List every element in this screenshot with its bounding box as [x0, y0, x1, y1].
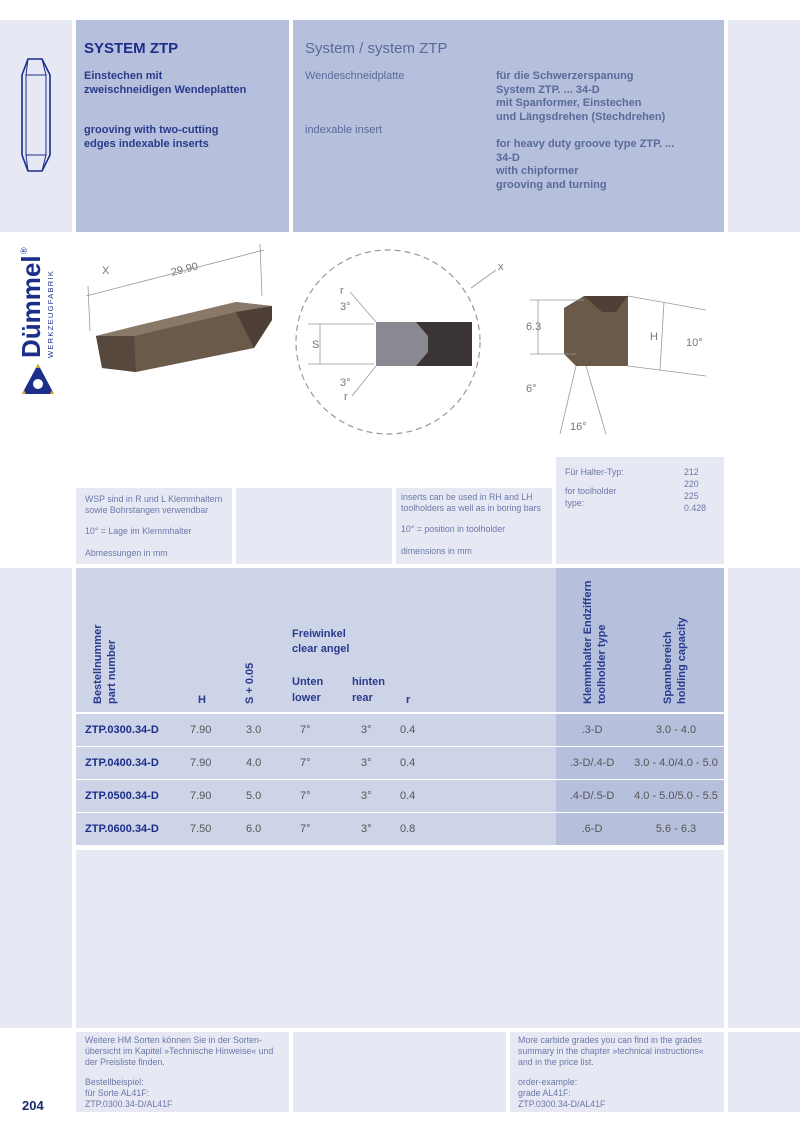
col-clear-en: clear angel: [292, 643, 350, 655]
footer-en-5: order-example:: [518, 1077, 578, 1087]
col-s: S + 0.05: [244, 662, 256, 704]
col-h: H: [198, 694, 206, 706]
table-header-right: [556, 568, 724, 712]
col-capacity-en: holding capacity: [676, 617, 688, 704]
footer-en-panel: [510, 1032, 724, 1112]
note-en-2: toolholders as well as in boring bars: [401, 503, 541, 513]
cell-s: 5.0: [246, 790, 262, 802]
right-side-top: [728, 20, 800, 232]
footer-de-5: Bestellbeispiel:: [85, 1077, 144, 1087]
cell-rear: 3°: [361, 724, 372, 736]
holder-type-panel: [556, 457, 724, 564]
holder-type-1: 212: [684, 467, 699, 477]
header-left-panel: [76, 20, 289, 232]
insert-3d-drawing: [86, 244, 272, 372]
cell-r: 0.4: [400, 724, 416, 736]
col-holder-en: toolholder type: [596, 624, 608, 704]
desc-en-2: 34-D: [496, 151, 520, 164]
cell-capacity: 3.0 - 4.0/4.0 - 5.0: [634, 757, 718, 769]
subtitle-en-2: edges indexable inserts: [84, 137, 209, 150]
cell-holder: .4-D/.5-D: [569, 790, 615, 802]
col-capacity-de: Spannbereich: [662, 631, 674, 704]
h-label: H: [650, 331, 658, 343]
desc-en-1: for heavy duty groove type ZTP. ...: [496, 138, 675, 150]
footer-en-1: More carbide grades you can find in the grades: [518, 1035, 702, 1045]
note-de-1: WSP sind in R und L Klemmhaltern: [85, 494, 223, 504]
footer-en-3: and in the price list.: [518, 1057, 594, 1067]
angle-bottom-label: 3°: [340, 377, 351, 389]
right-side-table: [728, 568, 800, 1028]
table-row: [76, 714, 724, 746]
drawing-area: [76, 236, 724, 486]
empty-panel: [76, 850, 724, 1028]
x-label-lower: x: [498, 261, 504, 273]
x-label: X: [102, 265, 110, 277]
col-rear-de: hinten: [352, 676, 385, 688]
holder-type-3: 225: [684, 491, 699, 501]
length-label: 29.90: [169, 260, 200, 279]
cell-h: 7.90: [190, 757, 212, 769]
side-view-drawing: [526, 296, 706, 434]
r-label-bottom: r: [344, 391, 348, 403]
holder-type-4: 0.428: [684, 503, 707, 513]
footer-de-3: der Preisliste finden.: [85, 1057, 165, 1067]
col-lower-en: lower: [292, 692, 321, 704]
holder-label-en-1: for toolholder: [565, 486, 617, 496]
r-label-top: r: [340, 285, 344, 297]
cell-r: 0.4: [400, 757, 416, 769]
header-right-panel: [293, 20, 724, 232]
footer-blank-panel: [293, 1032, 506, 1112]
desc-de-2: System ZTP. ... 34-D: [496, 83, 600, 96]
cell-s: 6.0: [246, 823, 262, 835]
insert-en: indexable insert: [305, 124, 383, 136]
footer-en-6: grade AL41F:: [518, 1088, 571, 1098]
cell-part: ZTP.0300.34-D: [85, 724, 159, 736]
brand-mark-icon: [20, 362, 56, 398]
subtitle-de-2: zweischneidigen Wendeplatten: [84, 83, 247, 96]
desc-de-3: mit Spanformer, Einstechen: [496, 97, 642, 109]
system-title: System / system ZTP: [305, 40, 448, 57]
brand-sub: WERKZEUGFABRIK: [46, 269, 55, 358]
note-de-3: 10° = Lage im Klemmhalter: [85, 526, 192, 536]
col-r: r: [406, 694, 411, 706]
cell-lower: 7°: [300, 757, 311, 769]
table-row: [76, 813, 724, 845]
col-clear-de: Freiwinkel: [292, 628, 346, 640]
brand-name: Dümmel: [16, 255, 46, 358]
insert-de: Wendeschneidplatte: [305, 70, 405, 82]
holder-type-2: 220: [684, 479, 699, 489]
angle-6-label: 6°: [526, 383, 537, 395]
left-side-table: [0, 568, 72, 1028]
cell-lower: 7°: [300, 790, 311, 802]
cell-part: ZTP.0400.34-D: [85, 757, 159, 769]
cell-lower: 7°: [300, 724, 311, 736]
footer-de-2: übersicht im Kapitel »Technische Hinweise« und: [85, 1046, 274, 1056]
cell-r: 0.8: [400, 823, 416, 835]
cell-capacity: 3.0 - 4.0: [655, 724, 697, 736]
notes-blank-panel: [236, 488, 392, 564]
note-en-3: 10° = position in toolholder: [401, 524, 506, 534]
cell-s: 3.0: [246, 724, 262, 736]
footer-de-6: für Sorte AL41F:: [85, 1088, 150, 1098]
footer-en-7: ZTP.0300.34-D/AL41F: [518, 1099, 606, 1109]
table-row: [76, 747, 724, 779]
note-en-1: inserts can be used in RH and LH: [401, 492, 533, 502]
technical-drawing: [76, 236, 724, 486]
right-side-footer: [728, 1032, 800, 1112]
desc-en-3: with chipformer: [496, 165, 579, 177]
col-holder-de: Klemmhalter Endziffern: [582, 580, 594, 704]
notes-de-panel: [76, 488, 232, 564]
note-de-2: sowie Bohrstangen verwendbar: [85, 505, 209, 515]
footer-de-7: ZTP.0300.34-D/AL41F: [85, 1099, 173, 1109]
detail-circle-drawing: [296, 250, 504, 434]
holder-label-de: Für Halter-Typ:: [565, 467, 624, 477]
table-header: [76, 568, 556, 712]
insert-thumbnail-icon: [16, 55, 56, 175]
desc-de-1: für die Schwerzerspanung: [496, 70, 634, 82]
angle-top-label: 3°: [340, 301, 351, 313]
col-part-en: part number: [106, 639, 118, 704]
cell-holder: .3-D/.4-D: [569, 757, 615, 769]
cell-h: 7.50: [190, 823, 212, 835]
note-de-4: Abmessungen in mm: [85, 548, 168, 558]
cell-lower: 7°: [300, 823, 311, 835]
cell-holder: .6-D: [581, 823, 603, 835]
subtitle-en-1: grooving with two-cutting: [84, 124, 219, 136]
cell-part: ZTP.0500.34-D: [85, 790, 159, 802]
notes-en-panel: [396, 488, 552, 564]
note-en-4: dimensions in mm: [401, 546, 472, 556]
desc-de-4: und Längsdrehen (Stechdrehen): [496, 110, 666, 123]
cell-r: 0.4: [400, 790, 416, 802]
s-label: S: [312, 339, 320, 351]
dim-63-label: 6.3: [526, 321, 542, 333]
cell-rear: 3°: [361, 757, 372, 769]
holder-label-en-2: type:: [565, 498, 585, 508]
cell-capacity: 5.6 - 6.3: [655, 823, 697, 835]
col-rear-en: rear: [352, 692, 373, 704]
angle-16-label: 16°: [570, 421, 587, 433]
footer-de-panel: [76, 1032, 289, 1112]
table-row: [76, 780, 724, 812]
col-lower-de: Unten: [292, 676, 324, 688]
cell-s: 4.0: [246, 757, 262, 769]
col-part-de: Bestellnummer: [92, 624, 104, 704]
footer-en-2: summary in the chapter »technical instructions«: [518, 1046, 704, 1056]
angle-10-label: 10°: [686, 337, 703, 349]
footer-de-1: Weitere HM Sorten können Sie in der Sorten-: [85, 1035, 262, 1045]
cell-part: ZTP.0600.34-D: [85, 823, 159, 835]
brand-registered: ®: [19, 247, 29, 254]
page-number: 204: [22, 1098, 44, 1113]
cell-holder: .3-D: [581, 724, 603, 736]
desc-en-4: grooving and turning: [496, 178, 607, 191]
cell-capacity: 4.0 - 5.0/5.0 - 5.5: [634, 790, 718, 802]
cell-rear: 3°: [361, 823, 372, 835]
table-body: [76, 714, 724, 846]
subtitle-de-1: Einstechen mit: [84, 70, 163, 82]
cell-rear: 3°: [361, 790, 372, 802]
page-title: SYSTEM ZTP: [84, 40, 179, 57]
cell-h: 7.90: [190, 790, 212, 802]
cell-h: 7.90: [190, 724, 212, 736]
